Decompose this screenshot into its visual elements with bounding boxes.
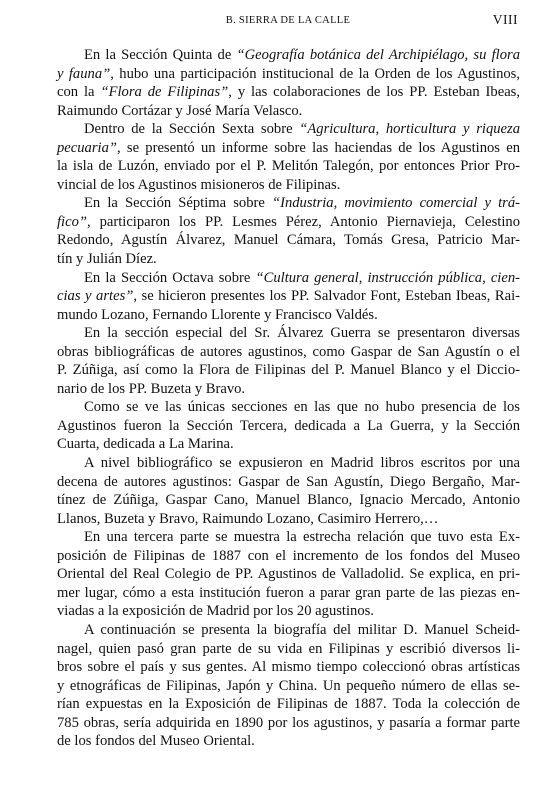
text-line: tín y Julián Díez.: [57, 251, 157, 268]
text-line: Llanos, Buzeta y Bravo, Raimundo Lozano, Casimiro Herrero,…: [57, 510, 439, 527]
text-line: Cuarta, dedicada a La Marina.: [57, 436, 234, 453]
text-line: y fauna”, hubo una participación institucional de la Orden de los Agustinos,: [57, 65, 520, 82]
text-line: Redondo, Agustín Álvarez, Manuel Cámara, Tomás Gresa, Patricio Mar-: [57, 232, 520, 249]
text-line: En la sección especial del Sr. Álvarez Guerra se presentaron diversas: [84, 325, 520, 342]
text-line: P. Zúñiga, así como la Flora de Filipinas del P. Manuel Blanco y el Diccio-: [57, 362, 520, 379]
text-line: tínez de Zúñiga, Gaspar Cano, Manuel Blanco, Ignacio Mercado, Antonio: [57, 492, 520, 509]
text-line: fico”, participaron los PP. Lesmes Pérez, Antonio Piernavieja, Celestino: [57, 213, 520, 230]
text-line: rían expuestas en la Exposición de Filipinas de 1887. Toda la colección de: [57, 696, 520, 713]
paragraph: [57, 46, 520, 120]
text-line: Dentro de la Sección Sexta sobre “Agricultura, horticultura y riqueza: [84, 121, 521, 138]
paragraph: [57, 269, 520, 325]
page-header: [58, 12, 518, 34]
paragraph: [57, 398, 520, 454]
text-line: nario de los PP. Buzeta y Bravo.: [57, 380, 246, 397]
body-text: [57, 46, 520, 751]
text-line: mer lugar, cómo a esta institución fueron a parar gran parte de las piezas en-: [57, 584, 520, 601]
text-line: decena de autores agustinos: Gaspar de San Agustín, Diego Bergaño, Mar-: [57, 473, 520, 490]
page-number: VIII: [492, 12, 518, 27]
paragraph: [57, 120, 520, 194]
text-line: bros sobre el país y sus gentes. Al mismo tiempo coleccionó obras artísticas: [57, 659, 520, 676]
text-line: mundo Lozano, Fernando Llorente y Francisco Valdés.: [57, 306, 378, 323]
text-line: Raimundo Cortázar y José María Velasco.: [57, 102, 303, 119]
text-line: la isla de Luzón, enviado por el P. Melitón Talegón, por entonces Prior Pro-: [57, 158, 520, 175]
text-line: posición de Filipinas de 1887 con el incremento de los fondos del Museo: [57, 547, 520, 564]
text-line: 785 obras, sería adquirida en 1890 por los agustinos, y pasaría a formar parte: [57, 714, 520, 731]
text-line: obras bibliográficas de autores agustinos, como Gaspar de San Agustín o el: [57, 343, 520, 360]
text-line: y etnográficas de Filipinas, Japón y China. Un pequeño número de ellas se-: [57, 677, 520, 694]
text-line: de los fondos del Museo Oriental.: [57, 733, 255, 750]
text-line: vincial de los Agustinos misioneros de Filipinas.: [57, 176, 341, 193]
paragraph: [57, 621, 520, 751]
text-line: En la Sección Octava sobre “Cultura general, instrucción pública, cien-: [84, 269, 521, 286]
paragraph: [57, 324, 520, 398]
text-line: A nivel bibliográfico se expusieron en Madrid libros escritos por una: [84, 455, 520, 472]
text-line: nagel, quien pasó gran parte de su vida en Filipinas y escribió diversos li-: [57, 640, 520, 657]
text-line: En una tercera parte se muestra la estrecha relación que tuvo esta Ex-: [84, 529, 520, 546]
text-line: En la Sección Séptima sobre “Industria, movimiento comercial y trá-: [84, 195, 520, 212]
text-line: pecuaria”, se presentó un informe sobre las haciendas de los Agustinos en: [57, 139, 520, 156]
text-line: En la Sección Quinta de “Geografía botánica del Archipiélago, su flora: [84, 47, 520, 63]
paragraph: [57, 528, 520, 621]
text-line: cias y artes”, se hicieron presentes los PP. Salvador Font, Esteban Ibeas, Rai-: [57, 288, 521, 305]
text-line: con la “Flora de Filipinas”, y las colaboraciones de los PP. Esteban Ibeas,: [57, 84, 520, 101]
text-line: Agustinos fueron la Sección Tercera, dedicada a La Guerra, y la Sección: [57, 417, 520, 434]
text-line: Oriental del Real Colegio de PP. Agustinos de Valladolid. Se explica, en pri-: [57, 566, 520, 583]
running-title: B. SIERRA DE LA CALLE: [225, 15, 351, 26]
text-line: A continuación se presenta la biografía del militar D. Manuel Scheid-: [84, 621, 520, 638]
text-line: Como se ve las únicas secciones en las que no hubo presencia de los: [84, 399, 520, 416]
paragraph: [57, 194, 520, 268]
text-line: viadas a la exposición de Madrid por los 20 agustinos.: [57, 603, 374, 620]
paragraph: [57, 454, 520, 528]
